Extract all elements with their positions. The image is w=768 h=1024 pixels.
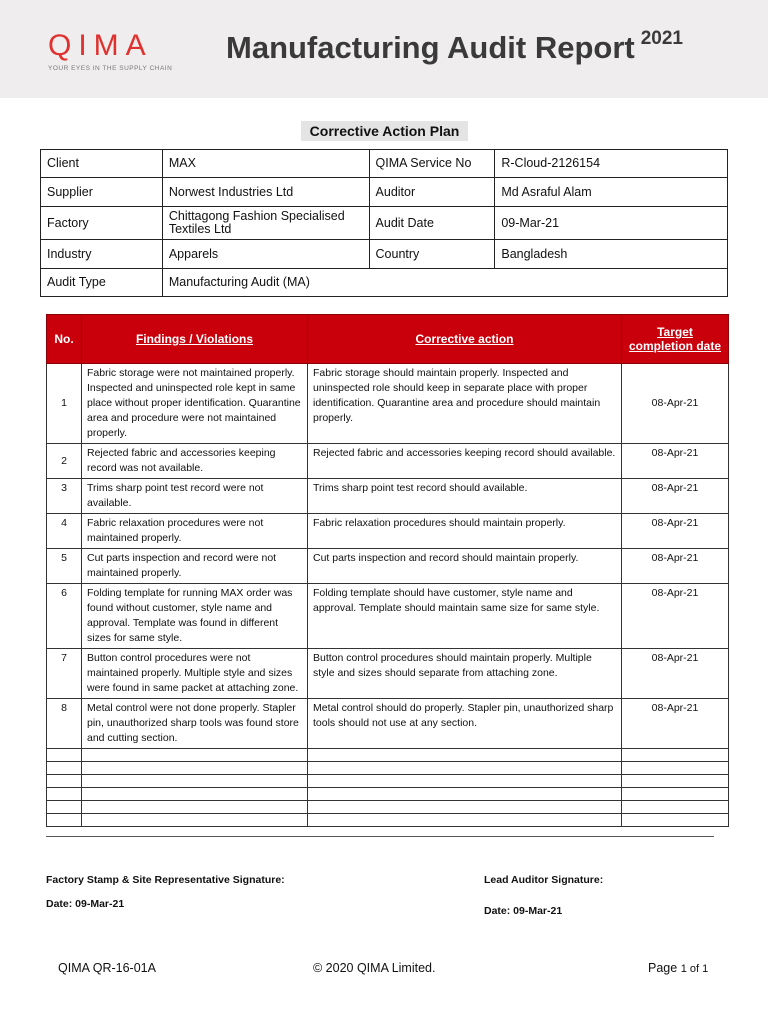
report-year: 2021 [640, 28, 683, 49]
empty-cell [622, 762, 729, 775]
factory-value: Chittagong Fashion Specialised Textiles Ltd [162, 207, 369, 240]
audit-info-table [40, 149, 728, 297]
report-title-text: Manufacturing Audit Report [226, 30, 635, 65]
row-date: 08-Apr-21 [622, 584, 729, 649]
audit-date-value: 09-Mar-21 [495, 207, 728, 240]
empty-cell [82, 814, 308, 827]
row-date: 08-Apr-21 [622, 479, 729, 514]
info-row-client [41, 150, 728, 178]
row-action: Fabric storage should maintain properly. Inspected and uninspected role should keep in separate place with proper identification. Quarantine area and procedure should maintain properly. [308, 364, 622, 444]
auditor-label: Auditor [369, 178, 495, 207]
empty-cell [47, 775, 82, 788]
row-date: 08-Apr-21 [622, 514, 729, 549]
empty-row [47, 749, 729, 762]
row-action: Button control procedures should maintain properly. Multiple style and sizes should separate from attaching zone. [308, 649, 622, 699]
table-row [47, 479, 729, 514]
row-finding: Metal control were not done properly. Stapler pin, unauthorized sharp tools was found store and cutting section. [82, 699, 308, 749]
qima-logo [48, 30, 188, 80]
table-row [47, 514, 729, 549]
findings-table [46, 314, 729, 827]
empty-cell [622, 749, 729, 762]
table-row [47, 699, 729, 749]
row-no: 8 [47, 699, 82, 749]
doc-code: QIMA QR-16-01A [58, 961, 156, 975]
table-row [47, 549, 729, 584]
row-finding: Fabric relaxation procedures were not maintained properly. [82, 514, 308, 549]
factory-label: Factory [41, 207, 163, 240]
row-date: 08-Apr-21 [622, 699, 729, 749]
row-no: 7 [47, 649, 82, 699]
report-title [226, 30, 683, 66]
table-row [47, 444, 729, 479]
table-row [47, 364, 729, 444]
factory-signature-label: Factory Stamp & Site Representative Signature: [46, 874, 285, 886]
row-action: Fabric relaxation procedures should maintain properly. [308, 514, 622, 549]
empty-cell [622, 788, 729, 801]
empty-cell [308, 801, 622, 814]
factory-signature-date: Date: 09-Mar-21 [46, 898, 125, 910]
header-findings: Findings / Violations [82, 315, 308, 364]
row-action: Trims sharp point test record should available. [308, 479, 622, 514]
row-no: 2 [47, 444, 82, 479]
table-row [47, 649, 729, 699]
info-row-industry [41, 240, 728, 269]
empty-cell [622, 801, 729, 814]
audit-type-label: Audit Type [41, 269, 163, 297]
empty-cell [308, 814, 622, 827]
empty-cell [82, 775, 308, 788]
row-no: 5 [47, 549, 82, 584]
audit-type-value: Manufacturing Audit (MA) [162, 269, 727, 297]
header-corrective-action: Corrective action [308, 315, 622, 364]
empty-cell [82, 801, 308, 814]
info-row-audit-type [41, 269, 728, 297]
row-finding: Rejected fabric and accessories keeping record was not available. [82, 444, 308, 479]
logo-wordmark: QIMA [48, 29, 153, 62]
page-of: 1 of 1 [680, 963, 709, 975]
empty-cell [308, 788, 622, 801]
page-word: Page [648, 961, 678, 975]
empty-cell [622, 814, 729, 827]
row-finding: Fabric storage were not maintained properly. Inspected and uninspected role kept in same place without proper identification. Quarantine area and procedure were not maintained properly. [82, 364, 308, 444]
row-date: 08-Apr-21 [622, 549, 729, 584]
service-label: QIMA Service No [369, 150, 495, 178]
industry-label: Industry [41, 240, 163, 269]
copyright: © 2020 QIMA Limited. [313, 961, 436, 975]
empty-cell [47, 762, 82, 775]
supplier-value: Norwest Industries Ltd [162, 178, 369, 207]
divider [46, 836, 714, 837]
empty-cell [308, 775, 622, 788]
industry-value: Apparels [162, 240, 369, 269]
service-value: R-Cloud-2126154 [495, 150, 728, 178]
empty-row [47, 788, 729, 801]
auditor-signature-date: Date: 09-Mar-21 [484, 905, 563, 917]
header-no: No. [47, 315, 82, 364]
row-action: Folding template should have customer, style name and approval. Template should maintain same size for same style. [308, 584, 622, 649]
empty-cell [47, 749, 82, 762]
row-no: 6 [47, 584, 82, 649]
page-number [648, 961, 708, 975]
empty-cell [82, 762, 308, 775]
empty-row [47, 814, 729, 827]
empty-row [47, 801, 729, 814]
country-label: Country [369, 240, 495, 269]
row-date: 08-Apr-21 [622, 364, 729, 444]
auditor-signature-label: Lead Auditor Signature: [484, 874, 604, 886]
findings-header-row [47, 315, 729, 364]
country-value: Bangladesh [495, 240, 728, 269]
row-finding: Folding template for running MAX order was found without customer, style name and approval. Template was found in different sizes for same style. [82, 584, 308, 649]
empty-cell [308, 762, 622, 775]
supplier-label: Supplier [41, 178, 163, 207]
row-action: Cut parts inspection and record should maintain properly. [308, 549, 622, 584]
info-row-supplier [41, 178, 728, 207]
row-date: 08-Apr-21 [622, 444, 729, 479]
table-row [47, 584, 729, 649]
empty-row [47, 762, 729, 775]
row-finding: Button control procedures were not maintained properly. Multiple style and sizes were found in same packet at attaching zone. [82, 649, 308, 699]
empty-cell [308, 749, 622, 762]
row-no: 4 [47, 514, 82, 549]
row-date: 08-Apr-21 [622, 649, 729, 699]
logo-tagline: YOUR EYES IN THE SUPPLY CHAIN [48, 65, 173, 72]
client-label: Client [41, 150, 163, 178]
empty-cell [622, 775, 729, 788]
info-row-factory [41, 207, 728, 240]
row-action: Rejected fabric and accessories keeping record should available. [308, 444, 622, 479]
row-action: Metal control should do properly. Stapler pin, unauthorized sharp tools should not use at any section. [308, 699, 622, 749]
plan-title: Corrective Action Plan [301, 121, 468, 141]
empty-cell [47, 814, 82, 827]
header-target-date: Target completion date [622, 315, 729, 364]
row-no: 1 [47, 364, 82, 444]
row-finding: Cut parts inspection and record were not maintained properly. [82, 549, 308, 584]
client-value: MAX [162, 150, 369, 178]
empty-cell [82, 788, 308, 801]
empty-row [47, 775, 729, 788]
empty-cell [47, 788, 82, 801]
row-no: 3 [47, 479, 82, 514]
audit-date-label: Audit Date [369, 207, 495, 240]
row-finding: Trims sharp point test record were not available. [82, 479, 308, 514]
auditor-value: Md Asraful Alam [495, 178, 728, 207]
empty-cell [82, 749, 308, 762]
empty-cell [47, 801, 82, 814]
